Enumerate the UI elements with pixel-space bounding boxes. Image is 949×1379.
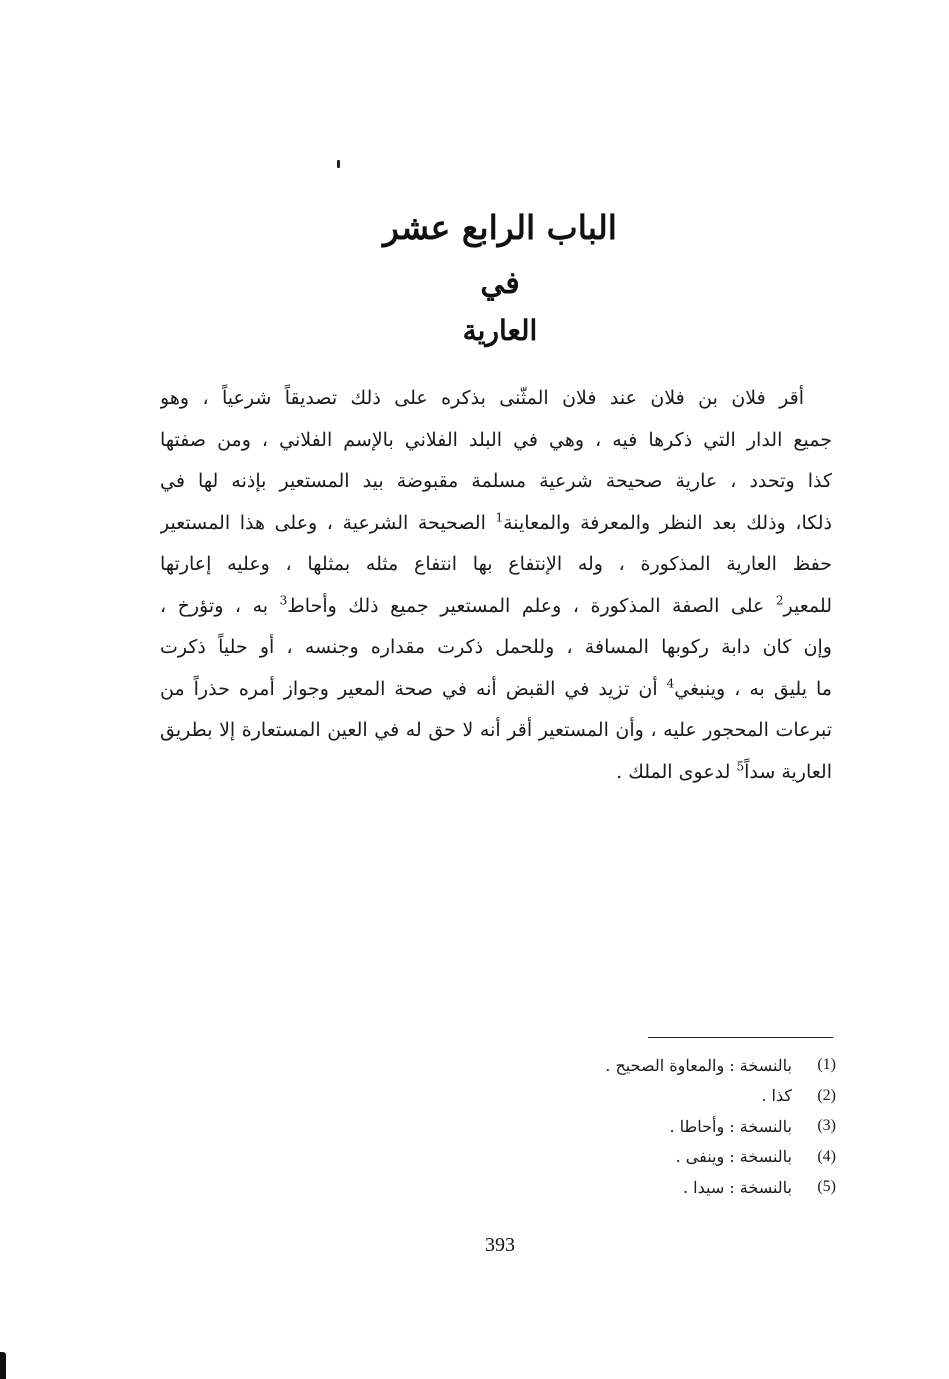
paragraph-line xyxy=(160,586,832,628)
paragraph-line: كذا وتحدد ، عارية صحيحة شرعية مسلمة مقبوضة بيد المستعير بإذنه لها في xyxy=(160,470,832,492)
footnote-item xyxy=(480,1050,836,1081)
footnote-number: (2) xyxy=(817,1086,836,1104)
chapter-subject: العارية xyxy=(462,314,538,347)
footnote-text: بالنسخة : والمعاوة الصحيح . xyxy=(605,1055,792,1075)
line-segment: أن تزيد في القبض أنه في صحة المعير وجواز أمره حذراً من xyxy=(160,677,658,700)
paragraph-line: حفظ العارية المذكورة ، وله الإنتفاع بها انتفاع مثله بمثلها ، وعليه إعارتها xyxy=(160,553,832,575)
line-segment: الصحيحة الشرعية ، وعلى هذا المستعير xyxy=(160,511,486,534)
paragraph-line xyxy=(160,503,832,545)
paragraph-line xyxy=(160,669,832,711)
ink-speck xyxy=(337,160,340,168)
paragraph-line: وإن كان دابة ركوبها المسافة ، وللحمل ذكرت مقداره وجنسه ، أو حلياً ذكرت xyxy=(160,636,832,658)
footnote-number: (1) xyxy=(817,1056,836,1074)
line-segment: للمعير xyxy=(783,594,832,617)
footnote-text: بالنسخة : وينفى . xyxy=(675,1147,792,1167)
line-segment: ما يليق به ، وينبغي xyxy=(674,677,832,700)
footnote-text: كذا . xyxy=(761,1086,792,1106)
paragraph-line: أقر فلان بن فلان عند فلان المثّنى بذكره على ذلك تصديقاً شرعياً ، وهو xyxy=(160,387,804,409)
footnote-text: بالنسخة : سيدا . xyxy=(682,1177,792,1197)
line-segment: على الصفة المذكورة ، وعلم المستعير جميع ذلك وأحاط xyxy=(287,594,765,617)
paragraph-line xyxy=(160,752,832,794)
chapter-title: الباب الرابع عشر xyxy=(383,208,617,247)
footnote-marker-1[interactable]: 1 xyxy=(495,510,504,525)
footnote-marker-2[interactable]: 2 xyxy=(775,593,784,608)
scan-edge-mark xyxy=(0,1352,6,1379)
footnote-item xyxy=(480,1081,836,1112)
chapter-preposition: في xyxy=(480,266,520,301)
line-segment: به ، وتؤرخ ، xyxy=(160,594,269,617)
page-number: 393 xyxy=(485,1234,515,1256)
line-segment: لدعوى الملك . xyxy=(616,760,731,783)
footnote-number: (4) xyxy=(817,1147,836,1165)
line-segment: ذلكا، وذلك بعد النظر والمعرفة والمعاينة xyxy=(503,511,832,534)
footnote-text: بالنسخة : وأحاطا . xyxy=(669,1116,792,1136)
paragraph-line: جميع الدار التي ذكرها فيه ، وهي في البلد الفلاني بالإسم الفلاني ، ومن صفتها xyxy=(160,428,832,451)
main-paragraph xyxy=(160,378,832,798)
footnote-item xyxy=(480,1172,836,1203)
footnotes-section xyxy=(480,1050,836,1203)
footnote-marker-3[interactable]: 3 xyxy=(279,593,288,608)
footnote-number: (5) xyxy=(817,1178,836,1196)
paragraph-line: تبرعات المحجور عليه ، وأن المستعير أقر أنه لا حق له في العين المستعارة إلا بطريق xyxy=(160,719,832,741)
footnote-number: (3) xyxy=(817,1117,836,1135)
footnote-marker-5[interactable]: 5 xyxy=(736,759,745,774)
footnote-separator xyxy=(648,1037,833,1038)
line-segment: العارية سداً xyxy=(744,760,832,783)
footnote-item xyxy=(480,1111,836,1142)
footnote-item xyxy=(480,1142,836,1173)
footnote-marker-4[interactable]: 4 xyxy=(666,676,675,691)
